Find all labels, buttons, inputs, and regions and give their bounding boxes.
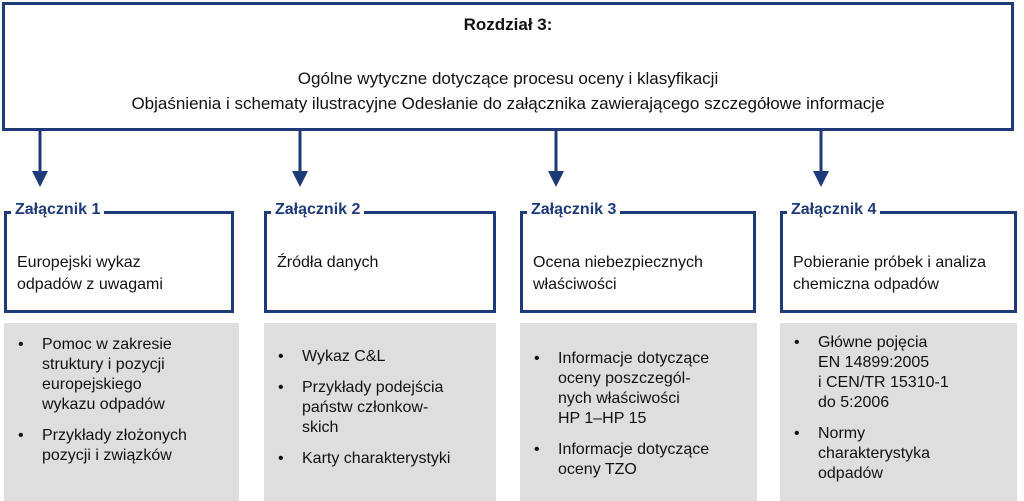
item-line: Karty charakterystyki [302,450,451,467]
bullet-icon: • [18,427,24,444]
annex-1-details [4,323,239,501]
annex-4-title: Załącznik 4 [787,199,880,221]
item-line: Informacje dotyczące [558,441,710,458]
item-line: odpadów [818,465,883,482]
arrow-down-icon [812,131,830,189]
annex-2-details [264,323,496,501]
annex-4-line: Pobieranie próbek i analiza [793,254,987,271]
list-item [4,335,239,415]
annex-3-details [520,323,757,501]
item-line: Informacje dotyczące [558,350,710,367]
annex-1-description [17,252,225,296]
item-line: do 5:2006 [818,394,890,411]
item-line: i CEN/TR 15310-1 [818,374,949,391]
chapter-title: Rozdział 3: [463,15,553,34]
annex-3-title: Załącznik 3 [527,199,620,221]
bullet-icon: • [794,425,800,442]
annex-3-line: właściwości [533,276,617,293]
annex-1-box [4,201,234,313]
item-line: skich [302,419,339,436]
annex-1-line: Europejski wykaz [17,254,141,271]
annex-2-description [277,252,487,274]
bullet-icon: • [278,379,284,396]
list-item [264,449,496,469]
item-line: państw członkow- [302,399,429,416]
annex-4-line: chemiczna odpadów [793,276,939,293]
list-item [4,426,239,466]
item-line: EN 14899:2005 [818,354,930,371]
list-item [780,424,1017,484]
bullet-icon: • [534,441,540,458]
annex-4-description [793,252,1008,296]
item-line: pozycji i związków [42,447,172,464]
item-line: HP 1–HP 15 [558,410,647,427]
item-line: europejskiego [42,376,142,393]
arrow-down-icon [547,131,565,189]
annex-2-title: Załącznik 2 [271,199,364,221]
item-line: Przykłady złożonych [42,427,187,444]
annex-2-line: Źródła danych [277,254,379,271]
bullet-icon: • [278,450,284,467]
list-item [780,333,1017,413]
arrow-down-icon [291,131,309,189]
annex-3-line: Ocena niebezpiecznych [533,254,703,271]
annex-4-box [780,201,1017,313]
annex-1-title: Załącznik 1 [11,199,104,221]
item-line: Pomoc w zakresie [42,336,172,353]
item-line: Przykłady podejścia [302,379,444,396]
item-line: oceny poszczegól- [558,370,691,387]
annex-4-details [780,323,1017,501]
chapter-line-1: Ogólne wytyczne dotyczące procesu oceny i klasyfikacji [297,69,719,88]
list-item [264,378,496,438]
bullet-icon: • [794,334,800,351]
list-item [520,349,757,429]
item-line: Wykaz C&L [302,348,386,365]
chapter-box [2,2,1014,131]
list-item [520,440,757,480]
item-line: struktury i pozycji [42,356,165,373]
item-line: oceny TZO [558,461,637,478]
annex-2-box [264,201,496,313]
chapter-line-2: Objaśnienia i schematy ilustracyjne Odesłanie do załącznika zawierającego szczegółowe informacje [131,94,885,113]
bullet-icon: • [18,336,24,353]
annex-1-line: odpadów z uwagami [17,276,163,293]
annex-3-box [520,201,756,313]
annex-3-description [533,252,747,296]
bullet-icon: • [534,350,540,367]
list-item [264,347,496,367]
item-line: charakterystyka [818,445,931,462]
item-line: Normy [818,425,866,442]
item-line: wykazu odpadów [42,396,165,413]
item-line: Główne pojęcia [818,334,928,351]
bullet-icon: • [278,348,284,365]
arrow-down-icon [31,131,49,189]
item-line: nych właściwości [558,390,680,407]
